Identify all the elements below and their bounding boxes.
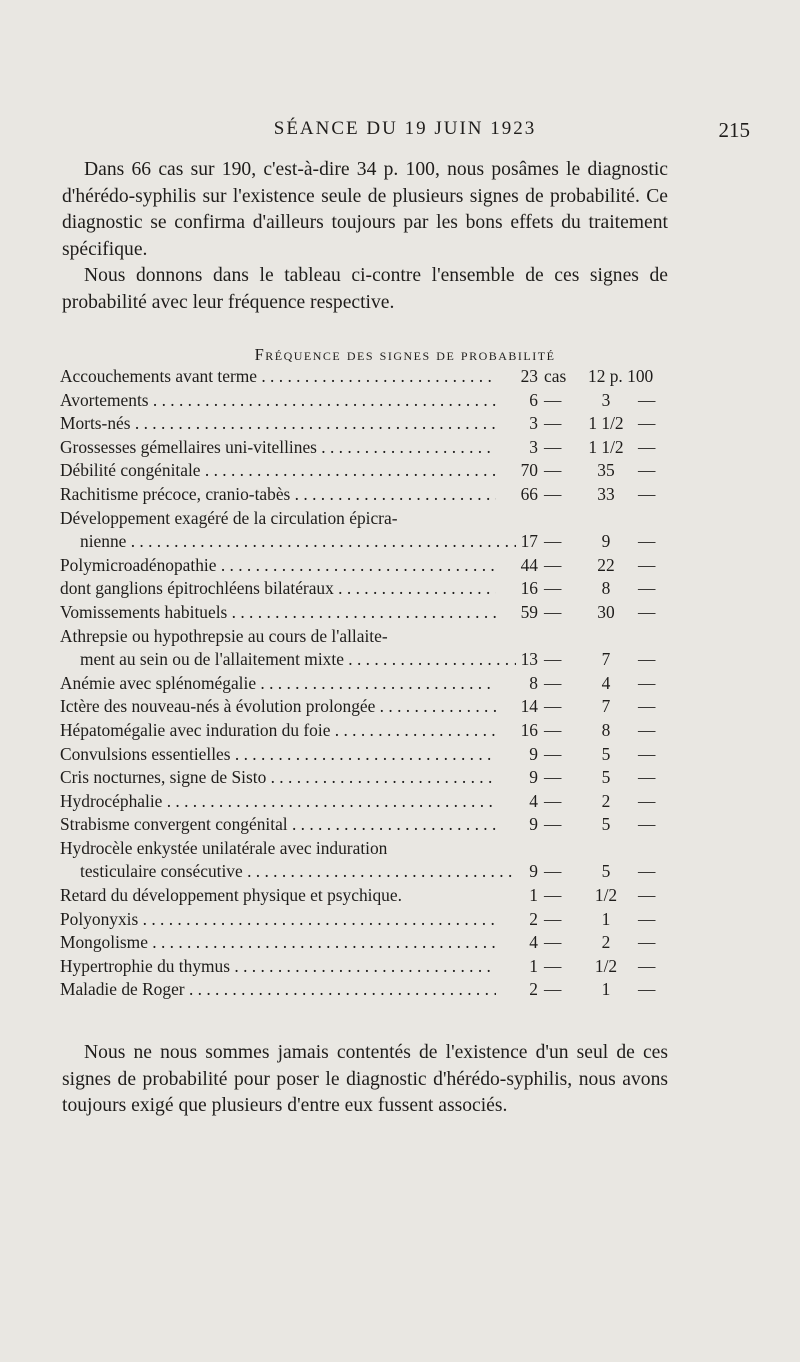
header-title: SÉANCE DU 19 JUIN 1923	[273, 118, 537, 139]
table-row	[60, 909, 660, 933]
ditto-mark: —	[638, 790, 656, 811]
unit-mark: —	[544, 955, 562, 976]
case-count: 9	[529, 861, 538, 882]
case-count: 14	[520, 696, 538, 717]
intro-text	[62, 157, 668, 316]
percentage: 1/2	[594, 955, 618, 976]
table-row	[60, 720, 660, 744]
unit-mark: —	[544, 790, 562, 811]
ditto-mark: —	[638, 908, 656, 929]
table-row	[60, 956, 660, 980]
table-row	[60, 578, 660, 602]
case-count: 9	[529, 767, 538, 788]
conclusion-paragraph: Nous ne nous sommes jamais contentés de l'existence d'un seul de ces signes de probabilité pour poser le diagnostic d'hérédo-syphilis, nous avons toujours exigé que plusieurs d'entre eux fussent associés.	[62, 1042, 668, 1116]
case-count: 17	[520, 531, 538, 552]
intro-paragraph-1: Dans 66 cas sur 190, c'est-à-dire 34 p. 100, nous posâmes le diagnostic d'hérédo-syphilis sur l'existence seule de plusieurs signes de probabilité. Ce diagnostic se confirma d'ailleurs toujours par les bons effets du traitement spécifique.	[62, 159, 668, 260]
percentage: 8	[601, 719, 611, 740]
table-row	[60, 626, 660, 650]
unit-mark: —	[544, 767, 562, 788]
percentage: 7	[601, 696, 611, 717]
ditto-mark: —	[638, 389, 656, 410]
table-row	[60, 885, 660, 909]
table-row	[60, 555, 660, 579]
case-count: 59	[520, 601, 538, 622]
sign-label: Mongolisme . . .	[60, 932, 496, 953]
unit-mark: —	[544, 979, 562, 1000]
case-count: 3	[529, 413, 538, 434]
ditto-mark: —	[638, 483, 656, 504]
sign-label: Hépatomégalie avec induration du foie . . .	[60, 720, 496, 741]
table-row	[60, 531, 660, 555]
table-row	[60, 791, 660, 815]
sign-label: Athrepsie ou hypothrepsie au cours de l'allaite-	[60, 625, 388, 646]
table-row	[60, 649, 660, 673]
ditto-mark: —	[638, 885, 656, 906]
case-count: 6	[529, 389, 538, 410]
table-row	[60, 838, 660, 862]
ditto-mark: —	[638, 554, 656, 575]
unit-mark: —	[544, 814, 562, 835]
sign-label: Retard du développement physique et psychique.	[60, 885, 402, 906]
sign-label: testiculaire consécutive . . .	[60, 861, 516, 882]
ditto-mark: —	[638, 649, 656, 670]
percentage: 1 1/2	[588, 436, 624, 457]
case-count: 4	[529, 932, 538, 953]
table-row	[60, 979, 660, 1003]
unit-mark: —	[544, 389, 562, 410]
ditto-mark: —	[638, 601, 656, 622]
ditto-mark: —	[638, 979, 656, 1000]
case-count: 66	[520, 483, 538, 504]
table-row	[60, 413, 660, 437]
percentage: 30	[597, 601, 615, 622]
ditto-mark: —	[638, 743, 656, 764]
case-count: 1	[529, 885, 538, 906]
sign-label: Convulsions essentielles . . .	[60, 744, 496, 765]
percentage: 33	[597, 483, 615, 504]
table-row	[60, 696, 660, 720]
table-row	[60, 366, 660, 390]
table-row	[60, 460, 660, 484]
percentage: 9	[601, 531, 611, 552]
percentage: 1	[601, 908, 611, 929]
conclusion-text	[62, 1040, 668, 1120]
percentage: 1/2	[594, 885, 618, 906]
table-title: Fréquence des signes de probabilité	[254, 345, 556, 364]
sign-label: dont ganglions épitrochléens bilatéraux . . .	[60, 578, 496, 599]
percentage: 1	[601, 979, 611, 1000]
case-count: 2	[529, 908, 538, 929]
sign-label: Hydrocèle enkystée unilatérale avec induration	[60, 837, 388, 858]
ditto-mark: —	[638, 460, 656, 481]
unit-mark: —	[544, 743, 562, 764]
table-row	[60, 673, 660, 697]
table-row	[60, 508, 660, 532]
case-count: 1	[529, 955, 538, 976]
ditto-mark: —	[638, 436, 656, 457]
sign-label: Anémie avec splénomégalie . . .	[60, 673, 496, 694]
sign-label: Débilité congénitale . . .	[60, 460, 496, 481]
table-row	[60, 744, 660, 768]
unit-mark: —	[544, 436, 562, 457]
unit-mark: —	[544, 672, 562, 693]
case-count: 16	[520, 719, 538, 740]
case-count: 3	[529, 436, 538, 457]
intro-paragraph-2: Nous donnons dans le tableau ci-contre l'ensemble de ces signes de probabilité avec leur fréquence respective.	[62, 265, 668, 313]
sign-label: nienne . . .	[60, 531, 516, 552]
percentage: 3	[601, 389, 611, 410]
ditto-mark: —	[638, 696, 656, 717]
unit-mark: —	[544, 932, 562, 953]
percentage: 5	[601, 743, 611, 764]
case-count: 23	[520, 366, 538, 386]
table-row	[60, 437, 660, 461]
percentage: 1 1/2	[588, 413, 624, 434]
sign-label: Strabisme convergent congénital . . .	[60, 814, 496, 835]
ditto-mark: —	[638, 719, 656, 740]
page-number: 215	[718, 118, 750, 142]
running-header	[60, 118, 750, 148]
percentage: 5	[601, 767, 611, 788]
table-row	[60, 602, 660, 626]
unit-mark: cas	[544, 366, 567, 386]
percentage: 5	[601, 861, 611, 882]
case-count: 8	[529, 672, 538, 693]
percentage: 8	[601, 578, 611, 599]
sign-label: ment au sein ou de l'allaitement mixte . . .	[60, 649, 516, 670]
table-row	[60, 484, 660, 508]
percentage: 2	[601, 790, 611, 811]
sign-label: Maladie de Roger . . .	[60, 979, 496, 1000]
ditto-mark: —	[638, 672, 656, 693]
ditto-mark: —	[638, 861, 656, 882]
percentage: 35	[597, 460, 615, 481]
ditto-mark: —	[638, 531, 656, 552]
case-count: 9	[529, 743, 538, 764]
table-row	[60, 390, 660, 414]
unit-mark: —	[544, 413, 562, 434]
ditto-mark: —	[638, 413, 656, 434]
case-count: 16	[520, 578, 538, 599]
unit-mark: —	[544, 554, 562, 575]
sign-label: Vomissements habituels . . .	[60, 602, 496, 623]
case-count: 9	[529, 814, 538, 835]
ditto-mark: —	[638, 814, 656, 835]
frequency-table	[60, 366, 660, 1003]
unit-mark: —	[544, 696, 562, 717]
sign-label: Ictère des nouveau-nés à évolution prolongée . . .	[60, 696, 496, 717]
table-row	[60, 814, 660, 838]
case-count: 70	[520, 460, 538, 481]
percentage: 12 p. 100	[588, 366, 654, 386]
unit-mark: —	[544, 578, 562, 599]
unit-mark: —	[544, 460, 562, 481]
unit-mark: —	[544, 531, 562, 552]
table-row	[60, 932, 660, 956]
case-count: 2	[529, 979, 538, 1000]
percentage: 2	[601, 932, 611, 953]
sign-label: Rachitisme précoce, cranio-tabès . . .	[60, 484, 496, 505]
case-count: 4	[529, 790, 538, 811]
case-count: 13	[520, 649, 538, 670]
ditto-mark: —	[638, 955, 656, 976]
percentage: 5	[601, 814, 611, 835]
unit-mark: —	[544, 861, 562, 882]
unit-mark: —	[544, 908, 562, 929]
ditto-mark: —	[638, 767, 656, 788]
ditto-mark: —	[638, 932, 656, 953]
sign-label: Polyonyxis . . .	[60, 909, 496, 930]
unit-mark: —	[544, 483, 562, 504]
sign-label: Développement exagéré de la circulation épicra-	[60, 507, 398, 528]
table-row	[60, 861, 660, 885]
sign-label: Avortements . . .	[60, 390, 496, 411]
unit-mark: —	[544, 719, 562, 740]
sign-label: Grossesses gémellaires uni-vitellines . . .	[60, 437, 496, 458]
sign-label: Polymicroadénopathie . . .	[60, 555, 496, 576]
unit-mark: —	[544, 601, 562, 622]
sign-label: Accouchements avant terme . . .	[60, 366, 496, 387]
sign-label: Cris nocturnes, signe de Sisto . . .	[60, 767, 496, 788]
table-row	[60, 767, 660, 791]
ditto-mark: —	[638, 578, 656, 599]
sign-label: Hypertrophie du thymus . . .	[60, 956, 496, 977]
percentage: 4	[601, 672, 611, 693]
sign-label: Morts-nés . . .	[60, 413, 496, 434]
unit-mark: —	[544, 885, 562, 906]
percentage: 7	[601, 649, 611, 670]
unit-mark: —	[544, 649, 562, 670]
sign-label: Hydrocéphalie . . .	[60, 791, 496, 812]
case-count: 44	[520, 554, 538, 575]
percentage: 22	[597, 554, 615, 575]
